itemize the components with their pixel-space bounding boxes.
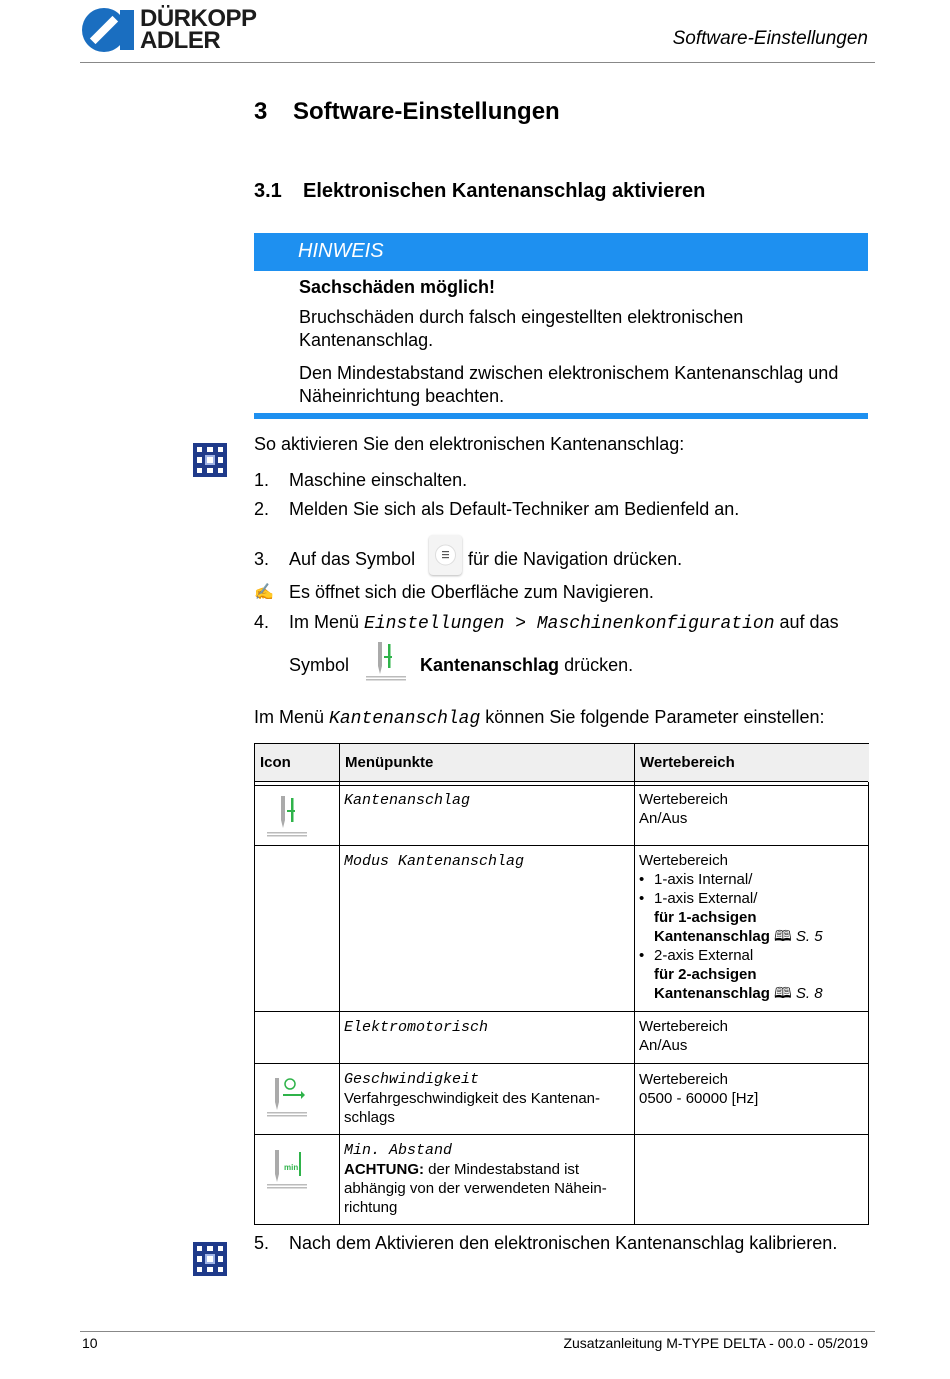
menu-icon	[429, 535, 462, 575]
logo-mark-icon	[80, 6, 136, 54]
menu-item: Geschwindigkeit	[344, 1071, 480, 1088]
notice-banner	[254, 233, 868, 271]
table-header-menu: Menüpunkte	[340, 744, 634, 782]
range-label: Wertebereich	[639, 1071, 728, 1088]
subsection-heading: 3.1 Elektronischen Kantenanschlag aktivieren	[254, 180, 706, 202]
control-panel-icon	[193, 443, 227, 477]
range-label: Wertebereich	[639, 791, 728, 808]
menu-item: Modus Kantenanschlag	[344, 853, 525, 870]
notice-text-2: Den Mindestabstand zwischen elektronischem Kantenanschlag und Näheinrichtung beachten.	[299, 363, 839, 406]
menu-item: Kantenanschlag	[344, 792, 471, 809]
step-text: Nach dem Aktivieren den elektronischen Kantenanschlag kalibrieren.	[289, 1233, 838, 1253]
range-option: • 2-axis External für 2-achsigen Kantenanschlag 🕮 S. 8	[639, 946, 864, 1003]
footer-divider	[80, 1331, 875, 1332]
menu-description: richtung	[344, 1199, 398, 1216]
logo-wordmark: DÜRKOPP ADLER	[140, 5, 257, 54]
menu-description: Verfahrgeschwindigkeit des Kantenan-	[344, 1090, 600, 1107]
range-label: Wertebereich	[639, 1018, 728, 1035]
menu-description: schlags	[344, 1109, 395, 1126]
page-reference: S. 5	[795, 928, 823, 945]
navigation-symbol	[429, 535, 462, 575]
step-text: Auf das Symbol	[289, 549, 416, 569]
parameter-intro: Im Menü Kantenanschlag können Sie folgende Parameter einstellen:	[254, 707, 825, 729]
range-value: 0500 - 60000 [Hz]	[639, 1090, 759, 1107]
step-text: für die Navigation drücken.	[468, 549, 683, 569]
step-text: Symbol	[289, 655, 350, 675]
parameter-table: Icon Menüpunkte Wertebereich Kantenanschlag Wertebereich An/Aus Modus Kantenanschlag Wertebereich • 1-axis Internal/ • 1-axis External/ für 1-achsigen Kantenanschlag 🕮 S. 5 • 2-axis External für 2-achsigen Kantenanschlag 🕮 S. 8 Elektromotorisch Wertebereich An/Aus Geschwindigkeit Verfahrgeschwindigkeit des Kantenan- schlags Wertebereich 0500 - 60000 [Hz] min Min. Abstand ACHTUNG: der Mindestabstand ist abhängig von der verwendeten Nähein- richtung	[254, 743, 869, 1225]
instruction-intro: So aktivieren Sie den elektronischen Kantenanschlag:	[254, 434, 685, 454]
range-option: • 1-axis Internal/	[639, 870, 864, 889]
page-number: 10	[82, 1335, 98, 1351]
step-number: 2.	[254, 499, 270, 519]
result-text: Es öffnet sich die Oberfläche zum Navigieren.	[289, 582, 654, 602]
step-number: 5.	[254, 1233, 270, 1253]
svg-text:min: min	[284, 1163, 299, 1172]
header-divider	[80, 62, 875, 63]
step-number: 1.	[254, 470, 270, 490]
page-reference: S. 8	[795, 985, 823, 1002]
step-text: Kantenanschlag drücken.	[420, 655, 634, 675]
range-value: An/Aus	[639, 810, 688, 827]
table-header-range: Wertebereich	[635, 744, 869, 782]
table-header-icon: Icon	[255, 744, 339, 782]
book-icon: 🕮	[774, 928, 792, 945]
result-icon: ✍	[254, 584, 274, 601]
menu-item: Elektromotorisch	[344, 1019, 489, 1036]
section-heading: 3 Software-Einstellungen	[254, 98, 560, 125]
step-text: Maschine einschalten.	[289, 470, 468, 490]
running-header-title: Software-Einstellungen	[672, 28, 868, 49]
document-reference: Zusatzanleitung M-TYPE DELTA - 00.0 - 05/2019	[563, 1335, 868, 1351]
edge-guide-icon	[267, 794, 309, 838]
speed-icon	[267, 1074, 309, 1118]
step-number: 3.	[254, 549, 270, 569]
control-panel-icon	[193, 1242, 227, 1276]
notice-text-1: Bruchschäden durch falsch eingestellten elektronischen Kantenanschlag.	[299, 307, 744, 350]
step-text: Melden Sie sich als Default-Techniker am Bedienfeld an.	[289, 499, 740, 519]
notice-label: HINWEIS	[298, 240, 384, 262]
company-logo	[80, 6, 280, 54]
edge-guide-icon	[364, 638, 408, 684]
menu-path: Einstellungen > Maschinenkonfiguration	[364, 614, 775, 634]
notice-bottom-bar	[254, 413, 868, 419]
step-number: 4.	[254, 612, 270, 632]
notice-heading: Sachschäden möglich!	[299, 277, 496, 297]
step-text: Im Menü Einstellungen > Maschinenkonfiguration auf das	[289, 612, 839, 634]
book-icon: 🕮	[774, 985, 792, 1002]
range-label: Wertebereich	[639, 852, 728, 869]
min-distance-icon	[267, 1146, 309, 1190]
range-value: An/Aus	[639, 1037, 688, 1054]
range-option: • 1-axis External/ für 1-achsigen Kantenanschlag 🕮 S. 5	[639, 889, 864, 946]
warning-label: ACHTUNG:	[344, 1161, 424, 1178]
menu-description: abhängig von der verwendeten Nähein-	[344, 1180, 607, 1197]
menu-item: Min. Abstand	[344, 1142, 453, 1159]
